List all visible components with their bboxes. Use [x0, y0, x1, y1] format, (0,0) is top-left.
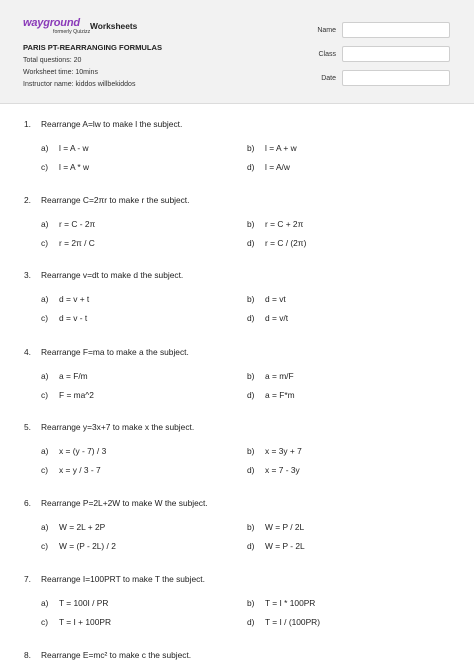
option-a[interactable]: a) x = (y - 7) / 3 — [41, 446, 107, 456]
option-c[interactable]: c) r = 2π / C — [41, 238, 95, 248]
total-questions: Total questions: 20 — [23, 57, 82, 64]
class-label: Class — [318, 51, 336, 58]
question-6 — [0, 498, 474, 562]
date-label: Date — [321, 75, 336, 82]
worksheet-header — [0, 0, 474, 104]
question-text: Rearrange A=lw to make l the subject. — [41, 119, 183, 129]
option-d[interactable]: d) l = A/w — [247, 162, 290, 172]
question-text: Rearrange F=ma to make a the subject. — [41, 347, 189, 357]
question-2 — [0, 195, 474, 259]
question-8 — [0, 650, 474, 670]
question-number: 5. — [24, 422, 31, 432]
question-5 — [0, 422, 474, 486]
option-a[interactable]: a) a = F/m — [41, 371, 88, 381]
option-a[interactable]: a) W = 2L + 2P — [41, 522, 106, 532]
worksheet-time: Worksheet time: 10mins — [23, 69, 98, 76]
date-field[interactable] — [342, 70, 450, 86]
question-number: 1. — [24, 119, 31, 129]
brand-title: Worksheets — [90, 21, 138, 31]
question-number: 2. — [24, 195, 31, 205]
option-a[interactable]: a) d = v + t — [41, 294, 90, 304]
question-1 — [0, 119, 474, 183]
question-number: 8. — [24, 650, 31, 660]
option-b[interactable]: b) x = 3y + 7 — [247, 446, 302, 456]
class-field[interactable] — [342, 46, 450, 62]
option-c[interactable]: c) W = (P - 2L) / 2 — [41, 541, 116, 551]
option-d[interactable]: d) x = 7 - 3y — [247, 465, 300, 475]
instructor-name: Instructor name: kiddos willbekiddos — [23, 81, 136, 88]
question-4 — [0, 347, 474, 411]
option-a[interactable]: a) T = 100I / PR — [41, 598, 109, 608]
option-d[interactable]: d) d = v/t — [247, 313, 289, 323]
option-b[interactable]: b) W = P / 2L — [247, 522, 305, 532]
name-label: Name — [317, 27, 336, 34]
option-c[interactable]: c) F = ma^2 — [41, 390, 94, 400]
question-text: Rearrange P=2L+2W to make W the subject. — [41, 498, 208, 508]
question-number: 4. — [24, 347, 31, 357]
logo-subtitle: formerly Quizizz — [53, 29, 91, 35]
question-3 — [0, 270, 474, 334]
option-c[interactable]: c) l = A * w — [41, 162, 90, 172]
option-d[interactable]: d) T = I / (100PR) — [247, 617, 321, 627]
option-d[interactable]: d) W = P - 2L — [247, 541, 305, 551]
option-c[interactable]: c) x = y / 3 - 7 — [41, 465, 101, 475]
wayground-logo — [23, 17, 89, 37]
option-b[interactable]: b) l = A + w — [247, 143, 297, 153]
option-c[interactable]: c) T = I + 100PR — [41, 617, 111, 627]
question-text: Rearrange E=mc² to make c the subject. — [41, 650, 192, 660]
option-b[interactable]: b) r = C + 2π — [247, 219, 304, 229]
logo-wordmark: wayground — [23, 17, 80, 29]
question-number: 3. — [24, 270, 31, 280]
question-text: Rearrange C=2πr to make r the subject. — [41, 195, 190, 205]
option-b[interactable]: b) d = vt — [247, 294, 286, 304]
option-a[interactable]: a) r = C - 2π — [41, 219, 96, 229]
option-c[interactable]: c) d = v - t — [41, 313, 88, 323]
question-text: Rearrange I=100PRT to make T the subject. — [41, 574, 205, 584]
option-a[interactable]: a) l = A - w — [41, 143, 89, 153]
question-7 — [0, 574, 474, 638]
question-number: 6. — [24, 498, 31, 508]
option-b[interactable]: b) a = m/F — [247, 371, 294, 381]
question-number: 7. — [24, 574, 31, 584]
option-d[interactable]: d) r = C / (2π) — [247, 238, 307, 248]
question-text: Rearrange y=3x+7 to make x the subject. — [41, 422, 195, 432]
name-field[interactable] — [342, 22, 450, 38]
worksheet-title: PARIS PT-REARRANGING FORMULAS — [23, 43, 163, 52]
option-b[interactable]: b) T = I * 100PR — [247, 598, 316, 608]
option-d[interactable]: d) a = F*m — [247, 390, 295, 400]
question-text: Rearrange v=dt to make d the subject. — [41, 270, 184, 280]
